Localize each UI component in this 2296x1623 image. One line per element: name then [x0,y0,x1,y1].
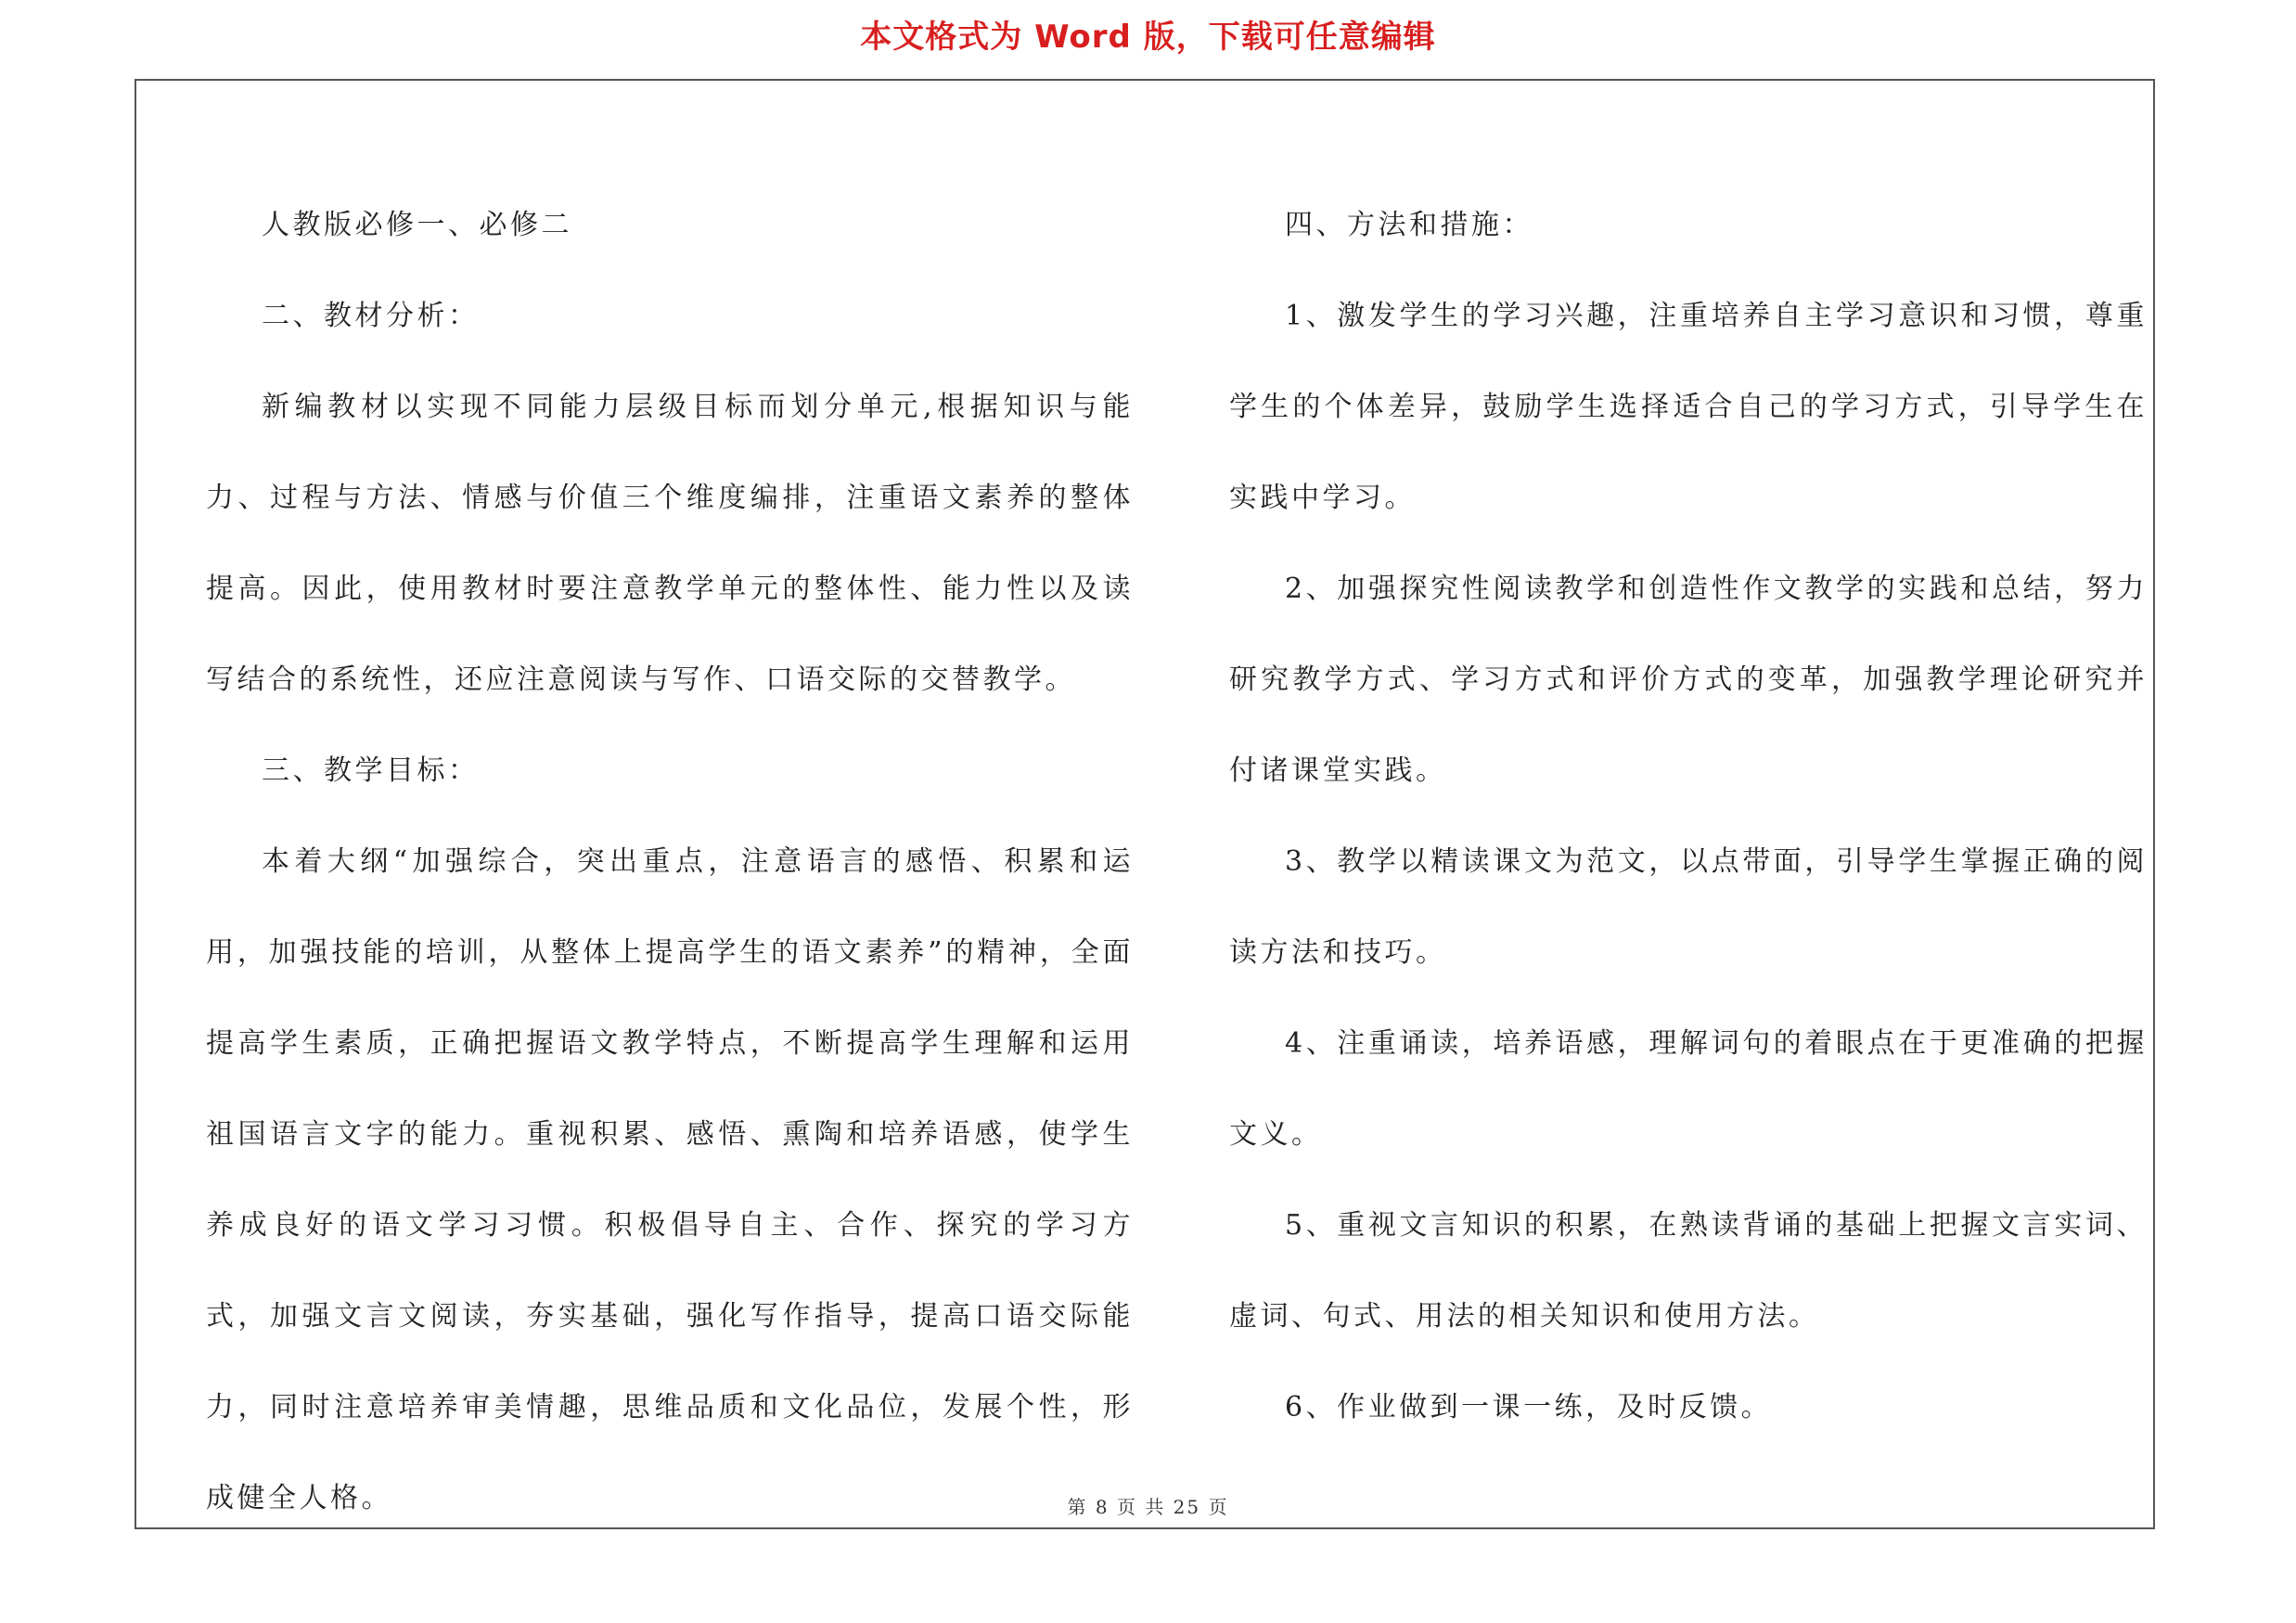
heading-textbook-analysis: 二、教材分析： [262,300,480,332]
page-number-footer: 第 8 页 共 25 页 [1067,1496,1229,1518]
paragraph-teaching-goals: 本着大纲“加强综合，突出重点，注意语言的感悟、积累和运用，加强技能的培训，从整体上提高学生的语文素养”的精神，全面提高学生素质，正确把握语文教学特点，不断提高学生理解和运用祖国语言文字的能力。重视积累、感悟、熏陶和培养语感，使学生养成良好的语文学习习惯。积极倡导自主、合作、探究的学习方式，加强文言文阅读，夯实基础，强化写作指导，提高口语交际能力，同时注意培养审美情趣，思维品质和文化品位，发展个性，形成健全人格。 [206,845,1134,1514]
method-item-6: 6、作业做到一课一练，及时反馈。 [1285,1391,1773,1423]
method-item-3: 3、教学以精读课文为范文，以点带面，引导学生掌握正确的阅读方法和技巧。 [1229,845,2148,969]
heading-teaching-goals: 三、教学目标： [262,754,480,787]
right-column [1229,180,2148,1453]
paragraph-textbook-analysis: 新编教材以实现不同能力层级目标而划分单元,根据知识与能力、过程与方法、情感与价值三个维度编排，注重语文素养的整体提高。因此，使用教材时要注意教学单元的整体性、能力性以及读写结合的系统性，还应注意阅读与写作、口语交际的交替教学。 [206,391,1134,696]
method-item-2: 2、加强探究性阅读教学和创造性作文教学的实践和总结，努力研究教学方式、学习方式和评价方式的变革，加强教学理论研究并付诸课堂实践。 [1229,573,2148,787]
method-item-1: 1、激发学生的学习兴趣，注重培养自主学习意识和习惯，尊重学生的个体差异，鼓励学生选择适合自己的学习方式，引导学生在实践中学习。 [1229,300,2148,514]
left-column [206,180,1134,1544]
document-banner: 本文格式为 Word 版，下载可任意编辑 [860,19,1436,56]
method-item-5: 5、重视文言知识的积累，在熟读背诵的基础上把握文言实词、虚词、句式、用法的相关知识和使用方法。 [1229,1209,2148,1333]
paragraph-textbook-version: 人教版必修一、必修二 [262,209,572,241]
heading-methods: 四、方法和措施： [1285,209,1533,241]
method-item-4: 4、注重诵读，培养语感，理解词句的着眼点在于更准确的把握文义。 [1229,1027,2148,1151]
